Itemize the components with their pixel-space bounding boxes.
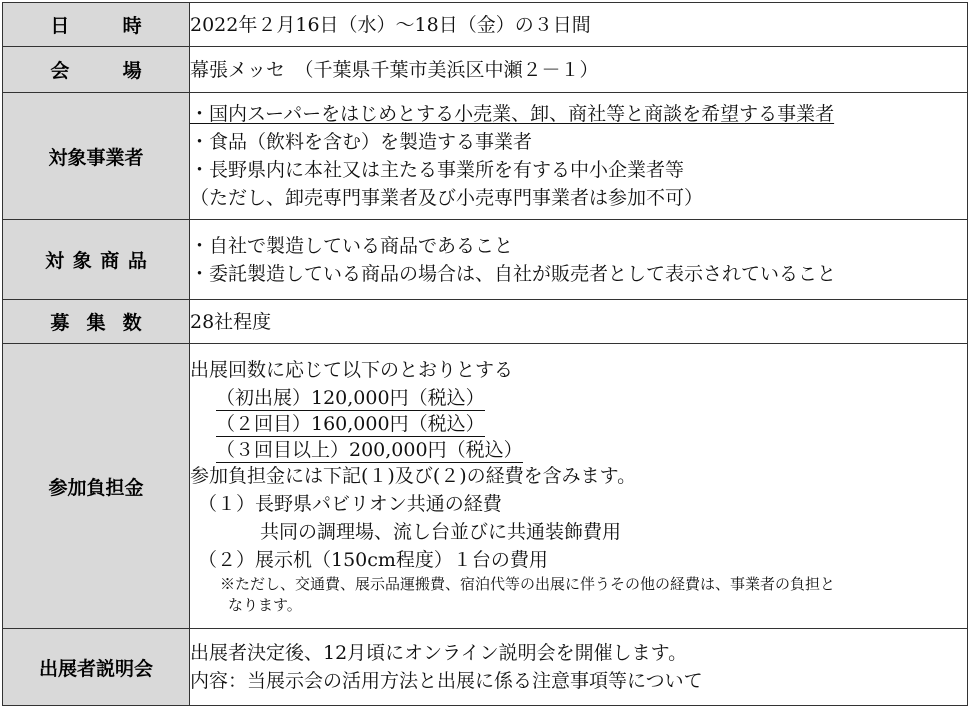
briefing-line-2: 内容：当展示会の活用方法と出展に係る注意事項等について [190,670,703,692]
label-fee: 参加負担金 [3,344,190,629]
row-date [3,3,968,47]
row-products [3,220,968,300]
fee-note-line-2: なります。 [228,596,302,614]
row-briefing [3,629,968,706]
value-date [190,3,968,47]
products-line-2: ・委託製造している商品の場合は、自社が販売者として表示されていること [190,262,837,285]
eligible-line-4: （ただし、卸売専門事業者及び小売専門事業者は参加不可） [190,187,704,209]
eligible-line-3: ・長野県内に本社又は主たる事業所を有する中小企業者等 [190,159,685,181]
row-eligible [3,93,968,220]
exhibition-info-table [2,2,968,706]
value-venue [190,47,968,93]
eligible-line-1: ・国内スーパーをはじめとする小売業、卸、商社等と商談を希望する事業者 [190,103,835,125]
fee-item-1-detail: 共同の調理場、流し台並びに共通装飾費用 [260,521,622,543]
fee-note [190,574,967,616]
row-recruit [3,300,968,344]
value-recruit [190,300,968,344]
label-products: 対象商品 [3,220,190,300]
value-fee [190,344,968,629]
fee-tier-2: （２回目）160,000円（税込） [216,413,485,435]
value-briefing [190,629,968,706]
venue-text: 幕張メッセ （千葉県千葉市美浜区中瀬２－１） [190,58,599,81]
label-briefing: 出展者説明会 [3,629,190,706]
recruit-text: 28社程度 [190,310,272,333]
fee-tier-1: （初出展）120,000円（税込） [216,387,485,409]
label-eligible: 対象事業者 [3,93,190,220]
date-text: 2022年２月16日（水）～18日（金）の３日間 [190,13,591,36]
fee-item-2: （２）展示机（150cm程度）１台の費用 [198,549,548,571]
row-venue [3,47,968,93]
value-eligible [190,93,968,220]
fee-intro: 出展回数に応じて以下のとおりとする [190,359,514,381]
briefing-line-1: 出展者決定後、12月頃にオンライン説明会を開催します。 [190,642,688,664]
label-date: 日 時 [3,3,190,47]
fee-includes: 参加負担金には下記(１)及び(２)の経費を含みます。 [190,465,637,487]
fee-tier-3: （３回目以上）200,000円（税込） [216,439,523,461]
row-fee [3,344,968,629]
products-line-1: ・自社で製造している商品であること [190,234,514,257]
fee-note-line-1: ※ただし、交通費、展示品運搬費、宿泊代等の出展に伴うその他の経費は、事業者の負担と [220,575,836,593]
label-venue: 会 場 [3,47,190,93]
value-products [190,220,968,300]
label-recruit: 募集数 [3,300,190,344]
fee-item-1: （１）長野県パビリオン共通の経費 [198,493,502,515]
eligible-line-2: ・食品（飲料を含む）を製造する事業者 [190,131,533,153]
